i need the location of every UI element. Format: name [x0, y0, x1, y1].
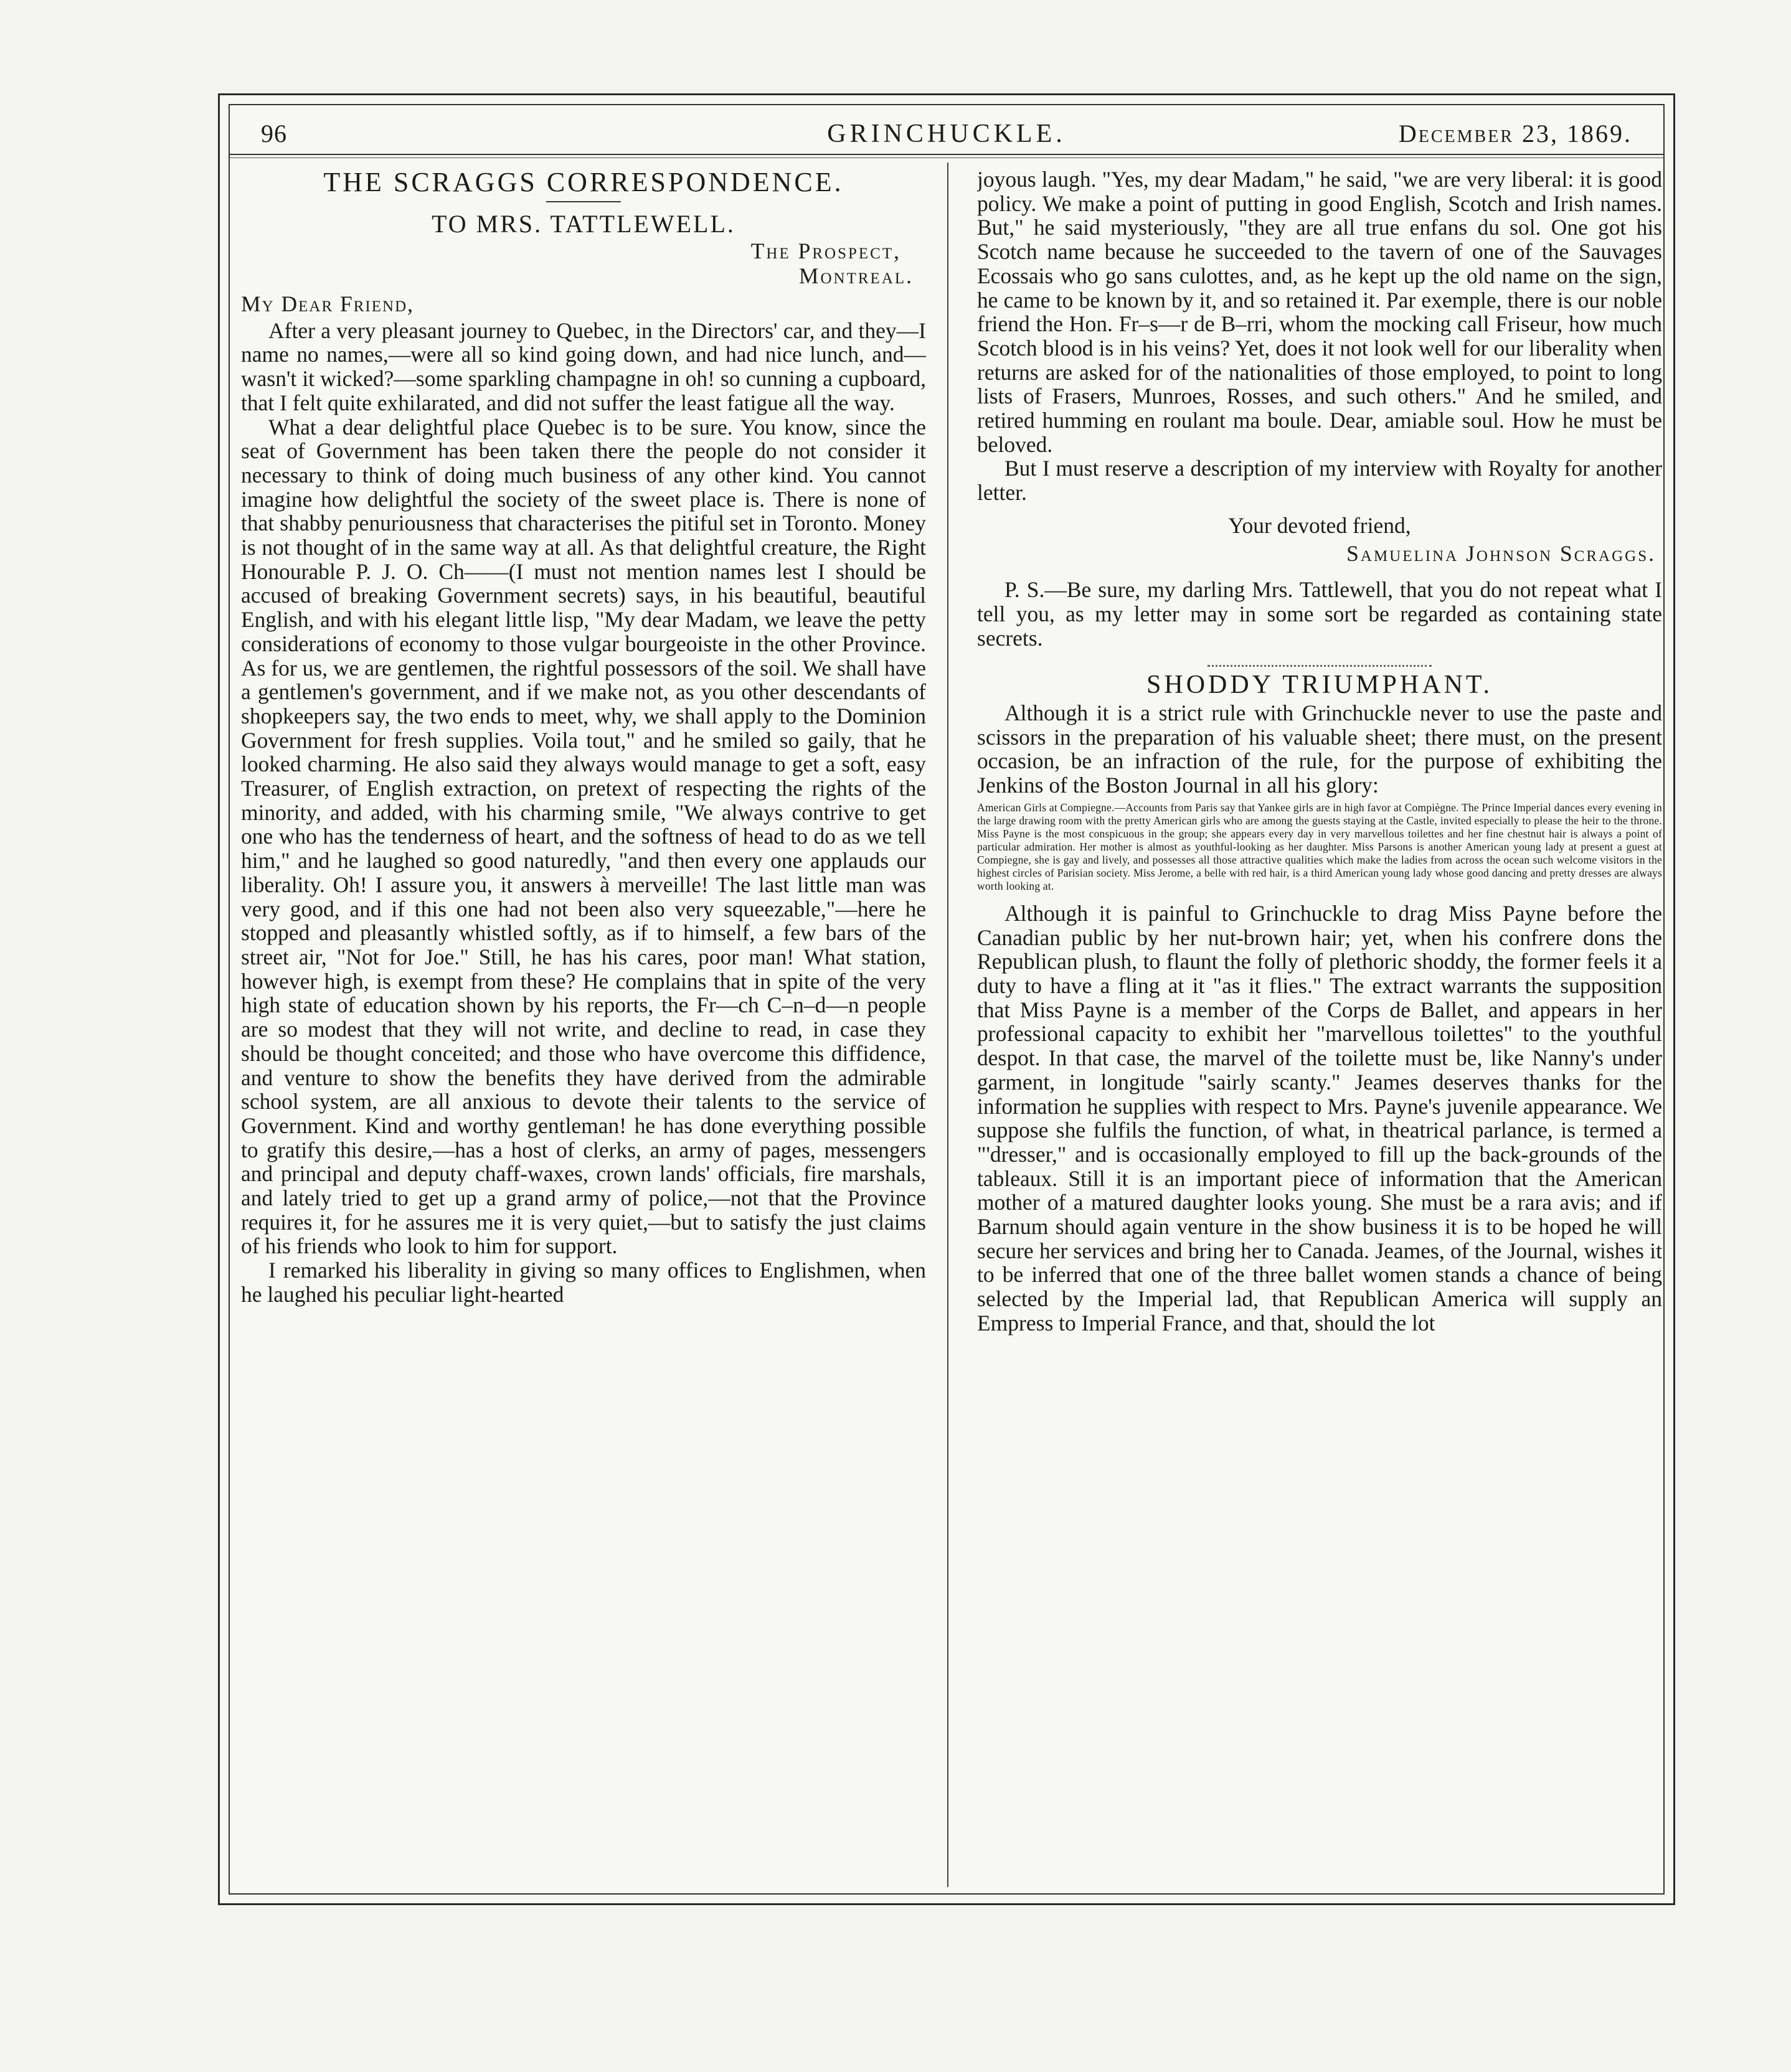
letter-paragraph: After a very pleasant journey to Quebec, in the Directors' car, and they—I name no names,—were all so kind going down, and had nice lunch, and—wasn't it wicked?—some sparkling champagne in oh! so cunning a cupboard, that I felt quite exhilarated, and did not suffer the least fatigue all the way. — [241, 318, 926, 415]
column-divider — [947, 162, 948, 1887]
page-number: 96 — [261, 120, 287, 148]
letter-paragraph: What a dear delightful place Quebec is to be sure. You know, since the seat of Government has been taken there the people do not consider it necessary to think of doing much business of any other kind. You cannot imagine how delightful the society of the sweet place is. There is none of that shabby penuriousness that characterises the pitiful set in Toronto. Money is not thought of in the same way at all. As that delightful creature, the Right Honourable P. J. O. Ch——(I must not mention names lest I should be accused of breaking Government secrets) says, in his beautiful, beautiful English, and with his elegant little lisp, "My dear Madam, we leave the petty considerations of economy to those vulgar bourgeoiste in the other Province. As for us, we are gentlemen, the rightful possessors of the soil. We shall have a gentlemen's government, and if we make not, as you other descendants of shopkeepers say, the two ends to meet, why, we shall apply to the Dominion Government for fresh supplies. Voila tout," and he smiled so gaily, that he looked charming. He also said they always would manage to get a soft, easy Treasurer, of English extraction, on pretext of respecting the rights of the minority, and added, with his charming smile, "We always contrive to get one who has the tenderness of heart, and the softness of head to do as we tell him," and he laughed so good naturedly, "and then every one applauds our liberality. Oh! I assure you, it answers à merveille! The last little man was very good, and if this one had not been also very squeezable,"—here he stopped and pleasantly whistled softly, as if to himself, a few bars of the street air, "Not for Joe." Still, he has his cares, poor man! What station, however high, is exempt from these? He complains that in spite of the very high state of education shown by his reports, the Fr—ch C–n–d—n people are so modest that they will not write, and decline to read, in case they should be thought conceited; and those who have overcome this diffidence, and venture to show the benefits they have derived from the admirable school system, are all anxious to devote their talents to the service of Government. Kind and worthy gentleman! he has done everything possible to gratify this desire,—has a host of clerks, an army of pages, messengers and principal and deputy chaff-waxes, crown lands' officials, fire marshals, and lately tried to get up a grand army of police,—not that the Province requires it, for he assures me it is very quiet,—but to satisfy the just claims of his friends who look to him for support. — [241, 414, 926, 1259]
letter-signature: Samuelina Johnson Scraggs. — [1346, 540, 1656, 566]
letter-paragraph: joyous laugh. "Yes, my dear Madam," he said, "we are very liberal: it is good policy. We make a point of putting in good English, Scotch and Irish names. But," he said mysteriously, "they are all true enfans du sol. One got his Scotch name because he succeeded to the tavern of one of the Sauvages Ecossais who go sans culottes, and, as he kept up the old name on the sign, he came to be known by it, and so retained it. Par exemple, there is our noble friend the Hon. Fr–s—r de B–rri, whom the mocking call Friseur, how much Scotch blood is in his veins? Yet, does it not look well for our liberality when returns are asked for of the nationalities of those employed, to point to long lists of Frasers, Munroes, Rosses, and such others." And he smiled, and retired humming en roulant ma boule. Dear, amiable soul. How he must be beloved. — [977, 167, 1662, 457]
letter-recipient: TO MRS. TATTLEWELL. — [432, 210, 735, 238]
address-line-1: The Prospect, — [750, 238, 901, 263]
salutation: My Dear Friend, — [241, 291, 415, 316]
quoted-extract: American Girls at Compiegne.—Accounts from Paris say that Yankee girls are in high favor at Compiègne. The Prince Imperial dances every evening in the large drawing room with the pretty American girls who are among the guests staying at the Castle, invited especially to please the heir to the throne. Miss Payne is the most conspicuous in the group; she appears every day in very marvellous toilettes and her fine chestnut hair is always a point of particular admiration. Her mother is almost as youthful-looking as her daughter. Miss Parsons is another American young lady at present a guest at Compiegne, she is gay and lively, and possesses all those attractive qualities which make the ladies from across the ocean such welcome visitors in the highest circles of Parisian society. Miss Jerome, a belle with red hair, is a third American young lady whose good dancing and pretty dresses are always worth looking at. — [977, 801, 1662, 892]
article-paragraph: Although it is a strict rule with Grinchuckle never to use the paste and scissors in the preparation of his valuable sheet; there must, on the present occasion, be an infraction of the rule, for the purpose of exhibiting the Jenkins of the Boston Journal in all his glory: — [977, 700, 1662, 798]
right-column — [977, 167, 1662, 1882]
address-line-2: Montreal. — [798, 263, 914, 288]
title-rule — [546, 201, 621, 202]
letter-paragraph: But I must reserve a description of my interview with Royalty for another letter. — [977, 456, 1662, 506]
left-column — [241, 167, 926, 1882]
letter-closing: Your devoted friend, — [1228, 512, 1411, 538]
article-title-2: SHODDY TRIUMPHANT. — [1146, 671, 1493, 700]
section-separator — [1207, 665, 1432, 667]
issue-date: December 23, 1869. — [1398, 120, 1632, 148]
article-paragraph: Although it is painful to Grinchuckle to drag Miss Payne before the Canadian public by her nut-brown hair; yet, when his confrere dons the Republican plush, to flaunt the folly of plethoric shoddy, the former feels it a duty to have a fling at it "as it flies." The extract warrants the supposition that Miss Payne is a member of the Corps de Ballet, and appears in her professional capacity to exhibit her "marvellous toilettes" to the youthful despot. In that case, the marvel of the toilette must be, like Nanny's under garment, in longitude "sairly scanty." Jeames deserves thanks for the information he supplies with respect to Mrs. Payne's juvenile appearance. We suppose she fulfils the function, of what, in theatrical parlance, is termed a "'dresser," and is occasionally employed to fill up the back-grounds of the tableaux. Still it is an important piece of information that the American mother of a matured daughter looks young. She must be a rara avis; and if Barnum should again venture in the show business it is to be hoped he will secure her services and bring her to Canada. Jeames, of the Journal, wishes it to be inferred that one of the three ballet women stands a chance of being selected by the Imperial lad, that Republican America will supply an Empress to Imperial France, and that, should the lot — [977, 900, 1662, 1335]
newspaper-page — [218, 93, 1675, 1905]
header-rule — [230, 154, 1663, 155]
article-title: THE SCRAGGS CORRESPONDENCE. — [323, 167, 844, 197]
masthead: GRINCHUCKLE. — [827, 120, 1066, 148]
page-header — [255, 115, 1638, 151]
page-frame — [229, 104, 1665, 1895]
letter-paragraph: I remarked his liberality in giving so many offices to Englishmen, when he laughed his peculiar light-hearted — [241, 1258, 926, 1307]
postscript: P. S.—Be sure, my darling Mrs. Tattlewell, that you do not repeat what I tell you, as my letter may in some sort be regarded as containing state secrets. — [977, 577, 1662, 651]
